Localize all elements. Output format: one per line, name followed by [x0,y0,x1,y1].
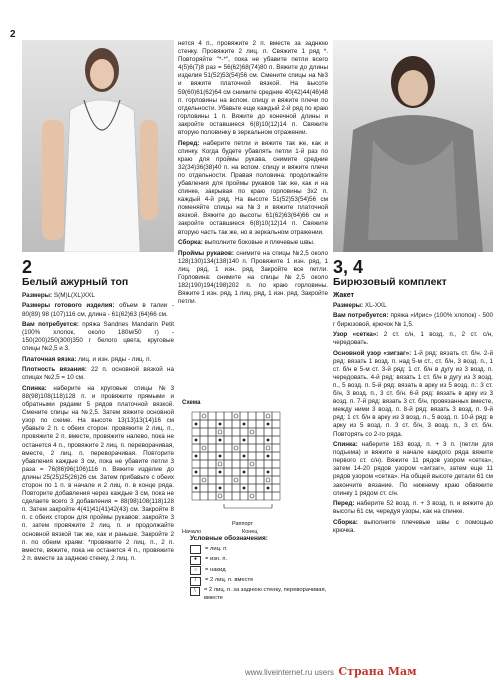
purl-mark [195,455,198,458]
middle-column [178,40,328,309]
scheme-cell [240,476,248,484]
scheme-cell [256,428,264,436]
scheme-cell [216,460,224,468]
purl-mark [219,439,222,442]
legend [190,535,330,604]
paragraph: Спинка: наберите 163 возд. п. + 3 п. (петли для подъема) и вяжите в начале каждого ряда вяжите первого ст. с/н). Вяжите 11 рядов узором «сетка», затем 14-20 рядов узором «зигзаг», затем еще 11 рядов узором «сетка». На общей высоте детали 61 см закончите вязание. По нижнему краю обвяжите спинку 1 рядом ст. с/н. [333,441,493,497]
scheme-cell [192,428,200,436]
paragraph: Проймы рукавов: снимите на спицы №2,5 около 128(130)134(138)140 п. Провяжите 1 изн. ряд, 1 лиц. ряд, 1 изн. ряд. Закройте все петли. Горловина: снимите на спицы №2,5 около 182(190)194(198)202 п. по краю горловины. Вяжите 1 изн. ряд, 1 лиц. ряд, 1 изн. ряд. Закройте петли. [178,249,328,306]
paragraph: Основной узор «зигзаг»: 1-й ряд: вязать ст. б/н. 2-й ряд: вязать 1 возд. п. над 5-м ст., ст. б/н, 3 возд. п., 1 ст. б/н в 5-м ст. 3-й ряд: 1 ст. б/н в дугу из 3 возд. п. чередовать. 4-й ряд: вязать 1 ст. б/н в дугу из 3 возд. п., 5 возд. п. 5-й ряд: вязать в арку из 5 возд. п.: 3 ст. б/н, 3 возд. п., 3 ст. б/н. 6-й ряд: вязать в арку из 3 возд. п. 7-й ряд: вязать 3 ст. б/н, провязанных вместе, между ними 3 возд. п. 8-й ряд: вязать 3 возд. п. 9-й ряд: 1 ст. б/н в арку из 3 возд. п., 5 возд. п. 10-й ряд: в арку из 5 возд. п. 3 ст. б/н, 3 возд. п., 3 ст. б/н. Повторять со 2-го ряда. [333,349,494,438]
start-label: Начало [182,529,202,535]
scheme-cell [224,436,232,444]
scheme-cell [232,412,240,420]
scheme-cell [248,452,256,460]
scheme-cell [272,412,280,420]
yarn-over-mark [250,430,254,434]
scheme-cell [208,476,216,484]
paragraph: Размеры: XL-XXL [333,302,387,309]
item-number: 2 [22,257,33,277]
purl-mark [243,487,246,490]
scheme-cell [256,460,264,468]
scheme-cell [248,444,256,452]
purl-mark [243,471,246,474]
paragraph: Вам потребуется: пряжа «Ирис» (100% хлопок) - 500 г бирюзовой, крючок № 1,5. [333,312,494,328]
scheme-cell [200,484,208,492]
purl-mark [267,423,270,426]
scheme-cell [208,420,216,428]
scheme-cell [248,436,256,444]
yarn-over-mark [202,478,206,482]
scheme-cell [264,476,272,484]
paragraph: Перед: наберите 52 возд. п. + 3 возд. п. и вяжите до высоты 61 см, чередуя узоры, как на спинке. [333,500,493,516]
scheme-cell [272,468,280,476]
scheme-cell [224,468,232,476]
scheme-cell [248,420,256,428]
yarn-over-icon: ○ [190,566,201,575]
yarn-over-mark [250,462,254,466]
purl-mark [195,487,198,490]
white-top-photo [22,40,174,252]
purl-stitch-icon: ● [190,556,201,565]
scheme-cell [248,468,256,476]
watermark-site: www.liveinternet.ru users [245,668,334,677]
scheme-cell [192,444,200,452]
yarn-over-mark [266,478,270,482]
scheme-cell [240,460,248,468]
scheme-cell [232,476,240,484]
watermark-brand: Страна Мам [338,665,417,678]
k2tog-icon: / [190,577,201,586]
scheme-cell [272,492,280,500]
purl-mark [219,471,222,474]
purl-mark [195,423,198,426]
scheme-cell [224,492,232,500]
paragraph: Размеры: S(M)L(XL)XXL [22,292,95,299]
purl-mark [267,455,270,458]
scheme-cell [208,492,216,500]
purl-mark [267,487,270,490]
scheme-cell [224,452,232,460]
scheme-cell [200,452,208,460]
scheme-cell [232,492,240,500]
purl-mark [243,423,246,426]
purl-mark [267,471,270,474]
watermark [245,662,417,680]
legend-item: \ = 2 лиц. п. за заднюю стенку, переворачивая, вместе [190,587,330,602]
ssk-icon: \ [190,587,200,596]
rapport-label: Раппорт [232,521,254,527]
yarn-over-mark [234,478,238,482]
right-column [333,258,493,537]
scheme-cell [208,444,216,452]
legend-item: / = 2 лиц. п. вместе [190,577,330,586]
scheme-cell [264,412,272,420]
scheme-title: Схема [182,400,201,406]
scheme-cell [264,492,272,500]
scheme-cell [232,460,240,468]
scheme-cell [256,484,264,492]
page-number: 2 [10,29,16,40]
yarn-over-mark [218,462,222,466]
paragraph: Узор «сетка»: 2 ст. с/н, 1 возд. п., 2 ст. с/н, чередовать. [333,331,493,347]
scheme-cell [232,468,240,476]
legend-title: Условные обозначения: [190,535,268,542]
yarn-over-mark [202,446,206,450]
scheme-cell [224,476,232,484]
left-column [22,258,174,565]
scheme-cell [264,444,272,452]
scheme-cell [248,428,256,436]
yarn-over-mark [234,414,238,418]
scheme-cell [272,436,280,444]
scheme-cell [216,444,224,452]
yarn-over-mark [266,414,270,418]
scheme-cell [272,420,280,428]
scheme-cell [240,444,248,452]
item-title: Бирюзовый комплект [333,276,447,288]
scheme-cell [240,492,248,500]
scheme-cell [200,468,208,476]
purl-mark [219,487,222,490]
scheme-cell [200,492,208,500]
item-number: 3, 4 [333,257,364,277]
scheme-cell [256,468,264,476]
scheme-cell [240,412,248,420]
scheme-cell [224,420,232,428]
scheme-cell [272,452,280,460]
knit-stitch-icon [190,545,201,554]
scheme-cell [232,484,240,492]
scheme-cell [256,476,264,484]
scheme-cell [240,428,248,436]
scheme-cell [216,476,224,484]
scheme-cell [272,444,280,452]
scheme-cell [208,428,216,436]
paragraph: Сборка: выполните плечевые швы с помощью крючка. [333,518,493,534]
paragraph: Вам потребуется: пряжа Sandnes Mandarin Petit (100% хлопок, около 180м/50 г) - 150(200)250(300)350 г белого цвета, круговые спицы №2,5 и 3. [22,321,174,353]
scheme-cell [248,412,256,420]
paragraph: Перед: наберите петли и вяжите так же, как и спинку. Когда будете убавлять петли 1-й раз по краю для проймы рукава, снимите средние 32(34)36(38)40 п. на вспом. спицу и вяжите плечи по отдельности. Правая половина: продолжайте убавления для проймы рукавов так же, как и на спинке, закрывая по краю горловины 3х2 п. каждый 4-й ряд. На высоте 51(52)53(54)56 см поменяйте спицы на №3 и вяжите платочной вязкой. Вяжите до высоты 61(62)63(64)66 см и закройте оставшиеся 6(8)10(12)14 п. Свяжите вторую часть так же, но в зеркальном отражении. [178,139,328,236]
yarn-over-mark [250,494,254,498]
scheme-cell [224,412,232,420]
scheme-cell [192,476,200,484]
scheme-cell [208,468,216,476]
scheme-cell [248,484,256,492]
scheme-cell [232,428,240,436]
paragraph: Платочная вязка: лиц. и изн. ряды - лиц. п. [22,355,152,363]
scheme-cell [200,412,208,420]
yarn-over-mark [218,430,222,434]
purl-mark [219,455,222,458]
turquoise-set-photo [333,40,493,252]
paragraph: нется 4 п., провяжите 2 п. вместе за заднюю стенку. Провяжите 2 лиц. п. Свяжите 1 ряд *. Повторяйте "*-*", пока не убавите петли всего 4(5)6(7)8 раз = 56(62)68(74)80 п. Вяжите до длины изделия 51(52)53(54)56 см. Смените спицы на №3 и вяжите платочной вязкой. На высоте 59(60)61(62)64 см снимите средние 40(42)44(46)48 п. горловины на вспом. спицу и вяжите плечи по отдельности. Убавьте еще каждый 2-й ряд по краю горловины 1 п. Вяжите до конечной длины и закройте оставшиеся 6(8)10(12)14 п. Свяжите вторую половинку в зеркальном отражении. [178,40,328,137]
scheme-cell [272,476,280,484]
yarn-over-mark [218,494,222,498]
scheme-cell [256,420,264,428]
scheme-cell [232,452,240,460]
scheme-cell [256,436,264,444]
scheme-cell [192,460,200,468]
scheme-cell [216,428,224,436]
purl-mark [219,423,222,426]
purl-mark [243,455,246,458]
scheme-cell [224,444,232,452]
scheme-cell [248,476,256,484]
paragraph: Сборка: выполните боковые и плечевые швы. [178,239,315,247]
scheme-cell [216,412,224,420]
yarn-over-mark [266,446,270,450]
scheme-cell [248,492,256,500]
instructions [178,40,328,306]
scheme-cell [232,436,240,444]
purl-mark [195,471,198,474]
purl-mark [267,439,270,442]
scheme-cell [232,420,240,428]
legend-item: ● = изн. п. [190,556,330,565]
scheme-cell [208,484,216,492]
scheme-cell [256,452,264,460]
scheme-cell [224,484,232,492]
instructions [22,292,174,563]
scheme-cell [256,412,264,420]
item-subtitle: Жакет [333,292,355,299]
scheme-cell [248,460,256,468]
legend-item: = лиц. п. [190,545,330,554]
scheme-cell [272,484,280,492]
paragraph: Спинка: наберите на круговые спицы №3 88(98)108(118)128 п. и провяжите прямыми и обратными рядами 5 рядов платочной вязкой. Смените спицы на №2,5. Затем вяжите основной узор по схеме. На высоте 13(13)13(14)16 см убавьте 2 п. с обеих сторон: провяжите 2 лиц. п., провяжите 2 п. вместе, провяжите налево, пока не останется 4 п., провяжите 2 лиц. п. переворачивая, вместе, 2 лиц. п. переворачивая. Повторите убавления каждые 3 см, пока не убавите петли 3 раза = 76(86)96(106)116 п. Вяжите изделие до длины 25(25)25(26)26 см. Затем прибавьте с обеих сторон по 1 п. в начале и 2 лиц. п. в конце ряда. Повторите добавления через каждые 3 см, пока не сделаете всего 3 добавления = 88(98)108(118)128 п. Затем закройте 4(41)41(41)42(43) см. Закройте 8 п. с обеих сторон для проймы рукавов: закройте 3 п. затем провяжите 2 лиц. п. и продолжайте основной вязкой так же, как и раньше. Закройте 2 п. по обеим краям: *провяжите 2 лиц. п., 2 п. вместе, вяжите, пока не останется 4 п., провяжите 2 п. вместе за заднюю стенку, 2 лиц. п. [22,384,174,562]
scheme-cell [192,492,200,500]
scheme-cell [272,460,280,468]
scheme-cell [200,420,208,428]
scheme-cell [224,428,232,436]
instructions [333,302,493,535]
end-label: Конец [242,529,258,535]
yarn-over-mark [202,414,206,418]
scheme-cell [264,460,272,468]
item-title: Белый ажурный топ [22,276,129,288]
knitting-scheme [182,400,327,539]
scheme-cell [256,444,264,452]
scheme-cell [272,428,280,436]
scheme-cell [208,412,216,420]
rapport-bracket [224,504,272,508]
legend-item: ○ = накид [190,566,330,575]
scheme-cell [192,412,200,420]
paragraph: Размеры готового изделия: объем в талии - 80(89) 98 (107)116 см, длина - 61(62)63 (64)66 см. [22,302,174,318]
paragraph: Плотность вязания: 22 п. основной вязкой на спицах №2,5 = 10 см. [22,366,174,382]
scheme-grid [182,406,302,516]
scheme-cell [232,444,240,452]
scheme-cell [200,436,208,444]
scheme-cell [256,492,264,500]
scheme-cell [224,460,232,468]
purl-mark [195,439,198,442]
scheme-cell [208,460,216,468]
scheme-cell [200,428,208,436]
scheme-cell [200,460,208,468]
scheme-cell [264,428,272,436]
scheme-cell [200,444,208,452]
scheme-cell [208,452,216,460]
yarn-over-mark [234,446,238,450]
scheme-cell [216,492,224,500]
purl-mark [243,439,246,442]
scheme-cell [208,436,216,444]
scheme-cell [200,476,208,484]
